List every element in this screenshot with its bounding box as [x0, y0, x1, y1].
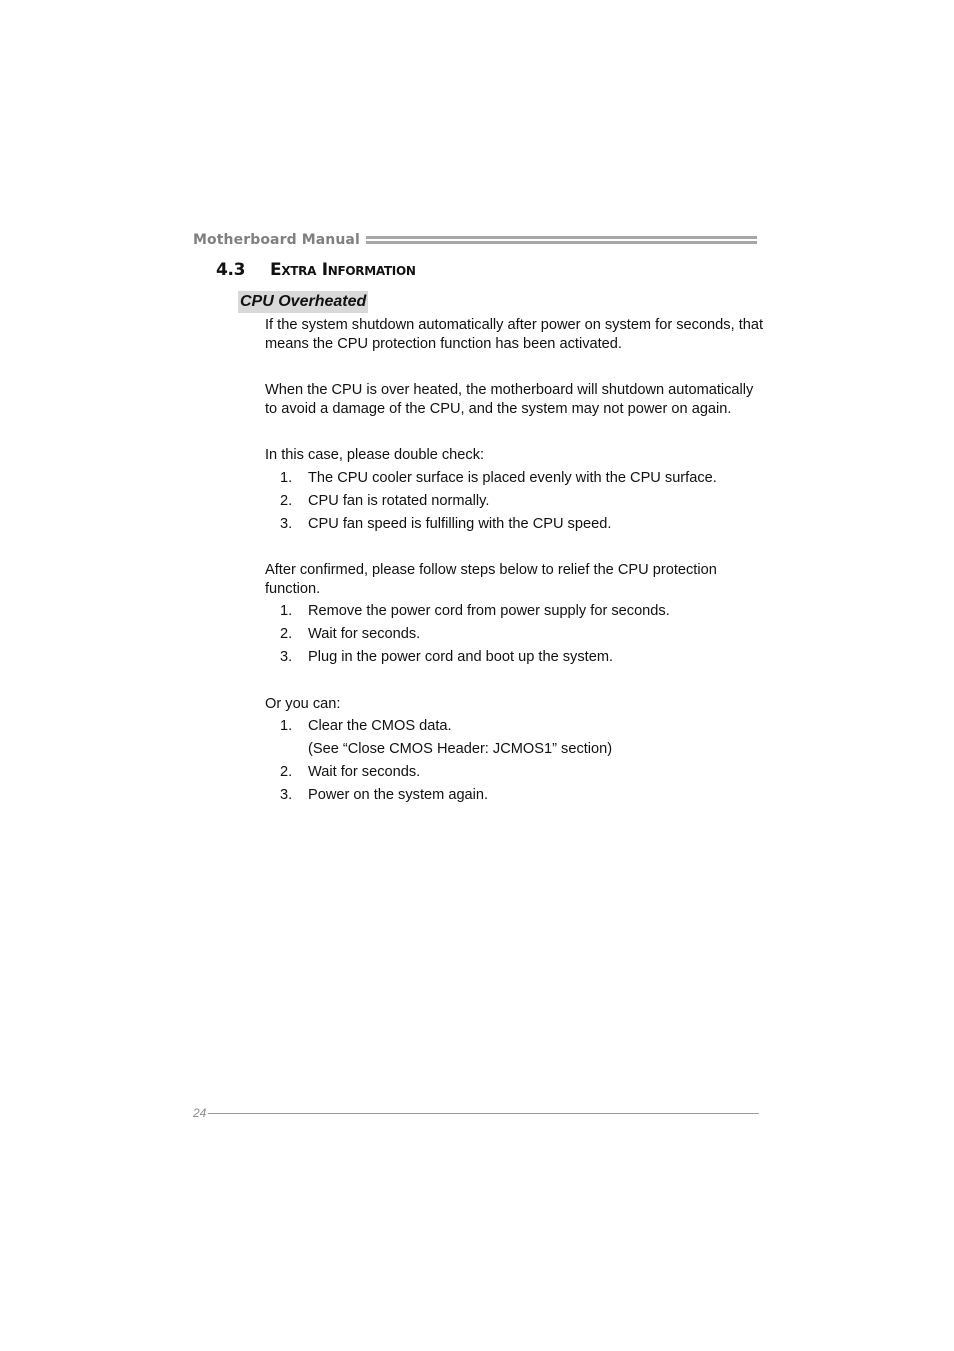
check-intro-paragraph: In this case, please double check: — [265, 447, 485, 463]
list-item-text: CPU fan speed is fulfilling with the CPU speed. — [308, 515, 612, 532]
subsection-heading: CPU Overheated — [238, 291, 368, 313]
list-item-text: CPU fan is rotated normally. — [308, 492, 490, 509]
list-item-text: Wait for seconds. — [308, 626, 421, 642]
list-item-number: 1. — [280, 603, 293, 619]
page-footer — [193, 1104, 759, 1122]
page-number: 24 — [193, 1106, 207, 1120]
alt-intro-paragraph: Or you can: — [265, 695, 341, 712]
list-item-text: Plug in the power cord and boot up the system. — [308, 649, 614, 665]
list-item-number: 2. — [280, 626, 293, 642]
section-heading — [216, 260, 416, 280]
header-double-rule — [366, 236, 757, 244]
alt-list — [265, 717, 765, 805]
page-header — [193, 230, 757, 250]
list-item-number: 3. — [280, 515, 293, 532]
list-item — [265, 602, 765, 621]
list-item — [265, 515, 765, 534]
footer-rule — [208, 1113, 759, 1114]
manual-title: Motherboard Manual — [193, 232, 360, 248]
list-item — [265, 717, 765, 759]
list-item — [265, 625, 765, 644]
list-item — [265, 492, 765, 511]
list-item-text: Wait for seconds. — [308, 764, 421, 780]
intro-paragraph: If the system shutdown automatically after power on system for seconds, that means the CPU protection function has been activated. — [265, 317, 764, 352]
list-item-text: Power on the system again. — [308, 787, 489, 803]
list-item-text: Clear the CMOS data. — [308, 718, 452, 734]
body-content — [265, 316, 765, 809]
list-item-number: 2. — [280, 764, 293, 780]
relief-intro-paragraph: After confirmed, please follow steps below to relief the CPU protection function. — [265, 562, 717, 597]
list-item-number: 2. — [280, 492, 293, 509]
list-item-text: Remove the power cord from power supply for seconds. — [308, 603, 670, 619]
list-item-number: 1. — [280, 718, 293, 734]
list-item-number: 1. — [280, 469, 293, 486]
section-number: 4.3 — [216, 260, 246, 280]
overheat-paragraph: When the CPU is over heated, the motherboard will shutdown automatically to avoid a damage of the CPU, and the system may not power on again. — [265, 382, 754, 417]
list-item-number: 3. — [280, 649, 293, 665]
list-item-note: (See “Close CMOS Header: JCMOS1” section) — [308, 741, 613, 757]
section-title: Extra Information — [270, 260, 416, 280]
list-item — [265, 469, 765, 488]
relief-list — [265, 602, 765, 667]
check-list — [265, 469, 765, 534]
list-item-number: 3. — [280, 787, 293, 803]
list-item — [265, 786, 765, 805]
list-item-text: The CPU cooler surface is placed evenly with the CPU surface. — [308, 469, 717, 486]
list-item — [265, 763, 765, 782]
list-item — [265, 648, 765, 667]
